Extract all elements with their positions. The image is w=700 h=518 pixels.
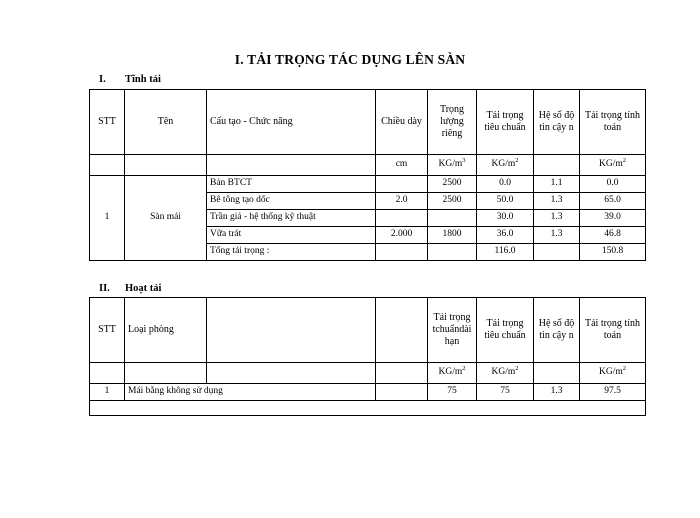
- cell-chieu-day: [376, 210, 428, 227]
- column-header-tai-trong-tinh-toan: Tải trọng tính toán: [580, 298, 646, 363]
- total-trong-luong-rieng: [428, 244, 477, 261]
- cell-tai-trong-tinh-toan: 97.5: [580, 384, 646, 401]
- cell-tai-trong-tieu-chuan: 50.0: [477, 193, 534, 210]
- section-label: Hoạt tải: [125, 283, 162, 294]
- column-header-loai-phong: Loại phòng: [125, 298, 207, 363]
- load-table-static: [89, 89, 646, 261]
- unit-cell-tai-trong-tinh-toan: [580, 363, 646, 384]
- unit-text: KG/m: [438, 367, 463, 378]
- cell-he-so-do-tin-cay: 1.3: [534, 210, 580, 227]
- unit-cell-tai-trong-tieu-chuan: [477, 363, 534, 384]
- table-units-row: [90, 155, 646, 176]
- cell-tai-trong-tinh-toan: 0.0: [580, 176, 646, 193]
- table-header-row: [90, 298, 646, 363]
- table-units-row: [90, 363, 646, 384]
- total-chieu-day: [376, 244, 428, 261]
- column-header-ten: Tên: [125, 90, 207, 155]
- section-heading-hoat-tai: [99, 283, 161, 294]
- total-label: Tổng tải trọng :: [207, 244, 376, 261]
- group-stt-cell: 1: [90, 176, 125, 261]
- cell-tai-trong-tieu-chuan: 36.0: [477, 227, 534, 244]
- table-empty-row: [90, 401, 646, 416]
- column-header-he-so-do-tin-cay: Hệ số độ tin cậy n: [534, 298, 580, 363]
- cell-trong-luong-rieng: [428, 210, 477, 227]
- section-heading-tinh-tai: [99, 74, 161, 85]
- column-header-he-so-do-tin-cay: Hệ số độ tin cậy n: [534, 90, 580, 155]
- cell-stt: 1: [90, 384, 125, 401]
- section-number: I.: [99, 74, 106, 85]
- group-name-cell: Sàn mái: [125, 176, 207, 261]
- table-row: [90, 176, 646, 193]
- cell-tai-trong-tinh-toan: 39.0: [580, 210, 646, 227]
- cell-blank: [376, 384, 428, 401]
- unit-cell-he-so: [534, 155, 580, 176]
- cell-cau-tao: Bê tông tạo dốc: [207, 193, 376, 210]
- unit-cell-loai-phong: [125, 363, 207, 384]
- column-header-trong-luong-rieng: Trọng lượng riêng: [428, 90, 477, 155]
- unit-exponent: 2: [462, 365, 466, 373]
- column-header-stt: STT: [90, 90, 125, 155]
- unit-text: KG/m: [599, 159, 623, 170]
- column-header-blank: [376, 298, 428, 363]
- unit-exponent: 2: [622, 157, 626, 165]
- unit-cell-he-so: [534, 363, 580, 384]
- unit-text: KG/m: [438, 159, 463, 170]
- unit-cell-stt: [90, 363, 125, 384]
- column-header-tai-trong-tieu-chuan: Tải trọng tiêu chuẩn: [477, 90, 534, 155]
- cell-tai-trong-tieu-chuan: 0.0: [477, 176, 534, 193]
- column-header-chieu-day: Chiều dày: [376, 90, 428, 155]
- unit-cell-ten: [125, 155, 207, 176]
- cell-tai-trong-tinh-toan: 65.0: [580, 193, 646, 210]
- column-header-tai-trong-dai-han: Tải trọng tchuẩndài hạn: [428, 298, 477, 363]
- column-header-middle-blank: [207, 298, 376, 363]
- unit-cell-chieu-day: cm: [376, 155, 428, 176]
- unit-cell-middle: [207, 363, 376, 384]
- load-table-live: [89, 297, 646, 416]
- unit-cell-cau-tao: [207, 155, 376, 176]
- unit-cell-stt: [90, 155, 125, 176]
- cell-loai-phong: Mái bằng không sử dụng: [125, 384, 376, 401]
- column-header-stt: STT: [90, 298, 125, 363]
- column-header-tai-trong-tieu-chuan: Tải trọng tiêu chuẩn: [477, 298, 534, 363]
- unit-exponent: 2: [515, 157, 519, 165]
- unit-exponent: 3: [462, 157, 466, 165]
- total-tai-trong-tinh-toan: 150.8: [580, 244, 646, 261]
- cell-trong-luong-rieng: 2500: [428, 176, 477, 193]
- unit-cell-tai-trong-dai-han: [428, 363, 477, 384]
- unit-cell-blank: [376, 363, 428, 384]
- cell-chieu-day: [376, 176, 428, 193]
- cell-tai-trong-tinh-toan: 46.8: [580, 227, 646, 244]
- cell-tai-trong-tieu-chuan: 30.0: [477, 210, 534, 227]
- cell-tai-trong-tieu-chuan: 75: [477, 384, 534, 401]
- cell-trong-luong-rieng: 1800: [428, 227, 477, 244]
- table-tinh-tai: [89, 89, 646, 261]
- cell-he-so-do-tin-cay: 1.3: [534, 227, 580, 244]
- column-header-tai-trong-tinh-toan: Tải trọng tính toán: [580, 90, 646, 155]
- total-tai-trong-tieu-chuan: 116.0: [477, 244, 534, 261]
- unit-cell-tai-trong-tieu-chuan: [477, 155, 534, 176]
- unit-cell-trong-luong-rieng: [428, 155, 477, 176]
- cell-he-so-do-tin-cay: 1.3: [534, 384, 580, 401]
- unit-exponent: 2: [515, 365, 519, 373]
- unit-text: KG/m: [491, 367, 516, 378]
- page-title: I. TẢI TRỌNG TÁC DỤNG LÊN SÀN: [234, 52, 466, 67]
- table-header-row: [90, 90, 646, 155]
- cell-chieu-day: 2.000: [376, 227, 428, 244]
- cell-cau-tao: Vữa trát: [207, 227, 376, 244]
- empty-cell: [90, 401, 646, 416]
- unit-text: KG/m: [599, 367, 623, 378]
- section-label: Tĩnh tải: [125, 74, 161, 85]
- table-hoat-tai: [89, 297, 646, 416]
- section-number: II.: [99, 283, 110, 294]
- cell-cau-tao: Trần giả - hệ thống kỹ thuật: [207, 210, 376, 227]
- total-he-so-do-tin-cay: [534, 244, 580, 261]
- unit-cell-tai-trong-tinh-toan: [580, 155, 646, 176]
- cell-he-so-do-tin-cay: 1.3: [534, 193, 580, 210]
- cell-trong-luong-rieng: 2500: [428, 193, 477, 210]
- unit-text: KG/m: [491, 159, 516, 170]
- cell-chieu-day: 2.0: [376, 193, 428, 210]
- column-header-cau-tao: Cấu tạo - Chức năng: [207, 90, 376, 155]
- cell-tai-trong-dai-han: 75: [428, 384, 477, 401]
- table-row: [90, 384, 646, 401]
- unit-exponent: 2: [622, 365, 626, 373]
- cell-cau-tao: Bản BTCT: [207, 176, 376, 193]
- cell-he-so-do-tin-cay: 1.1: [534, 176, 580, 193]
